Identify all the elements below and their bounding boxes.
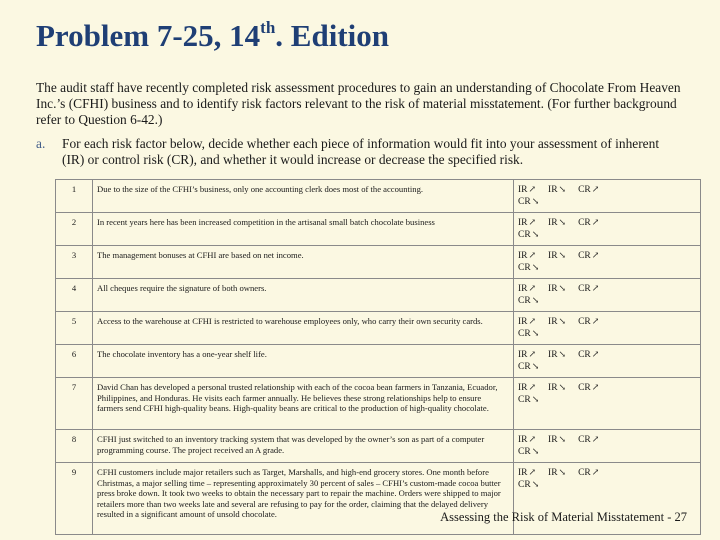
ir-increase-option[interactable]: [518, 184, 536, 196]
row-number: 5: [56, 312, 93, 345]
risk-factor-table: [55, 179, 701, 535]
option-label: IR: [548, 218, 558, 228]
cr-decrease-option[interactable]: [518, 295, 539, 307]
row-number: 2: [56, 213, 93, 246]
ir-increase-option[interactable]: [518, 217, 536, 229]
option-label: CR: [518, 197, 531, 207]
ir-decrease-option[interactable]: [548, 217, 566, 229]
arrow-up-icon: ↗: [591, 349, 600, 359]
arrow-up-icon: ↗: [528, 283, 537, 293]
ir-decrease-option[interactable]: [548, 283, 566, 295]
table-row: [56, 345, 701, 378]
cr-decrease-option[interactable]: [518, 196, 539, 208]
arrow-down-icon: ↘: [531, 262, 540, 272]
option-label: CR: [518, 447, 531, 457]
row-number: 1: [56, 180, 93, 213]
arrow-up-icon: ↗: [591, 184, 600, 194]
option-label: IR: [548, 317, 558, 327]
ir-decrease-option[interactable]: [548, 250, 566, 262]
row-number: 6: [56, 345, 93, 378]
slide-footer: Assessing the Risk of Material Misstatement - 27: [440, 510, 687, 524]
risk-choices: [514, 279, 701, 312]
arrow-up-icon: ↗: [591, 316, 600, 326]
arrow-down-icon: ↘: [558, 434, 567, 444]
option-label: CR: [518, 296, 531, 306]
arrow-down-icon: ↘: [558, 467, 567, 477]
arrow-down-icon: ↘: [531, 196, 540, 206]
risk-factor-text: All cheques require the signature of both owners.: [93, 279, 514, 312]
row-number: 7: [56, 378, 93, 430]
option-label: IR: [518, 218, 528, 228]
risk-factor-text: In recent years here has been increased competition in the artisanal small batch chocolate business: [93, 213, 514, 246]
arrow-down-icon: ↘: [531, 295, 540, 305]
ir-decrease-option[interactable]: [548, 382, 566, 394]
risk-choices: [514, 246, 701, 279]
option-label: CR: [578, 350, 591, 360]
arrow-up-icon: ↗: [591, 434, 600, 444]
option-label: IR: [518, 468, 528, 478]
intro-paragraph: The audit staff have recently completed risk assessment procedures to gain an understanding of Chocolate From Heaven Inc.’s (CFHI) business and to identify risk factors relevant to the risk of material misstatement. (For further background refer to Question 6-42.): [36, 80, 681, 127]
option-label: CR: [518, 230, 531, 240]
cr-increase-option[interactable]: [578, 467, 599, 479]
table-row: [56, 246, 701, 279]
arrow-up-icon: ↗: [591, 217, 600, 227]
arrow-down-icon: ↘: [531, 394, 540, 404]
option-label: IR: [518, 350, 528, 360]
option-label: CR: [518, 395, 531, 405]
arrow-up-icon: ↗: [591, 467, 600, 477]
table-row: [56, 180, 701, 213]
ir-increase-option[interactable]: [518, 382, 536, 394]
table-row: [56, 312, 701, 345]
cr-decrease-option[interactable]: [518, 361, 539, 373]
option-label: IR: [548, 185, 558, 195]
arrow-up-icon: ↗: [528, 382, 537, 392]
option-label: IR: [518, 284, 528, 294]
option-label: CR: [578, 317, 591, 327]
arrow-down-icon: ↘: [558, 184, 567, 194]
risk-factor-text: David Chan has developed a personal trusted relationship with each of the cocoa bean farmers in Tanzania, Ecuador, Philippines, and Honduras. He visits each farmer annually. He believes these strong relationships help to ensure farmers send CFHI high-quality beans. High-quality beans are critical to the production of high-quality chocolate.: [93, 378, 514, 430]
option-label: IR: [518, 251, 528, 261]
option-label: IR: [548, 435, 558, 445]
arrow-up-icon: ↗: [528, 184, 537, 194]
ir-increase-option[interactable]: [518, 250, 536, 262]
ir-increase-option[interactable]: [518, 316, 536, 328]
risk-factor-text: Due to the size of the CFHI’s business, only one accounting clerk does most of the accounting.: [93, 180, 514, 213]
cr-increase-option[interactable]: [578, 283, 599, 295]
question-letter: a.: [36, 136, 46, 151]
arrow-up-icon: ↗: [528, 316, 537, 326]
arrow-up-icon: ↗: [528, 434, 537, 444]
page-title: Problem 7-25, 14th. Edition: [36, 17, 389, 53]
ir-increase-option[interactable]: [518, 349, 536, 361]
arrow-down-icon: ↘: [531, 328, 540, 338]
table-row: [56, 430, 701, 463]
cr-decrease-option[interactable]: [518, 262, 539, 274]
arrow-down-icon: ↘: [531, 446, 540, 456]
cr-increase-option[interactable]: [578, 382, 599, 394]
ir-increase-option[interactable]: [518, 434, 536, 446]
risk-factor-text: CFHI just switched to an inventory tracking system that was developed by the owner’s son as part of a computer programming course. The project received an A grade.: [93, 430, 514, 463]
row-number: 4: [56, 279, 93, 312]
option-label: CR: [578, 284, 591, 294]
ir-decrease-option[interactable]: [548, 467, 566, 479]
risk-choices: [514, 345, 701, 378]
arrow-down-icon: ↘: [558, 349, 567, 359]
row-number: 9: [56, 463, 93, 535]
option-label: IR: [548, 284, 558, 294]
arrow-down-icon: ↘: [558, 217, 567, 227]
cr-decrease-option[interactable]: [518, 394, 539, 406]
ir-decrease-option[interactable]: [548, 184, 566, 196]
row-number: 3: [56, 246, 93, 279]
risk-choices: [514, 312, 701, 345]
cr-increase-option[interactable]: [578, 217, 599, 229]
arrow-down-icon: ↘: [531, 479, 540, 489]
option-label: CR: [518, 263, 531, 273]
question-text: For each risk factor below, decide whether each piece of information would fit into your assessment of inherent (IR) or control risk (CR), and whether it would increase or decrease the specified risk.: [62, 136, 660, 167]
option-label: CR: [578, 251, 591, 261]
arrow-down-icon: ↘: [558, 382, 567, 392]
option-label: IR: [548, 383, 558, 393]
cr-increase-option[interactable]: [578, 434, 599, 446]
row-number: 8: [56, 430, 93, 463]
cr-increase-option[interactable]: [578, 316, 599, 328]
arrow-down-icon: ↘: [531, 361, 540, 371]
cr-increase-option[interactable]: [578, 349, 599, 361]
ir-decrease-option[interactable]: [548, 316, 566, 328]
option-label: CR: [578, 383, 591, 393]
arrow-up-icon: ↗: [528, 467, 537, 477]
risk-choices: [514, 180, 701, 213]
cr-decrease-option[interactable]: [518, 328, 539, 340]
cr-decrease-option[interactable]: [518, 446, 539, 458]
risk-factor-text: The chocolate inventory has a one-year shelf life.: [93, 345, 514, 378]
risk-factor-text: CFHI customers include major retailers such as Target, Marshalls, and high-end grocery stores. One month before Christmas, a major selling time – representing approximately 30 percent of sales – CFHI’s custom-made cocoa butter press broke down. It took two weeks to obtain the necessary part to repair the machine. Orders were shipped to major retailers more than two weeks late and several are refusing to pay for the order, claiming that the delayed delivery resulted in a significant amount of unsold chocolate.: [93, 463, 514, 535]
option-label: CR: [578, 218, 591, 228]
table-row: [56, 279, 701, 312]
risk-factor-text: The management bonuses at CFHI are based on net income.: [93, 246, 514, 279]
arrow-up-icon: ↗: [528, 217, 537, 227]
option-label: CR: [518, 329, 531, 339]
cr-increase-option[interactable]: [578, 250, 599, 262]
option-label: CR: [578, 435, 591, 445]
option-label: IR: [548, 350, 558, 360]
option-label: IR: [548, 468, 558, 478]
option-label: CR: [518, 362, 531, 372]
risk-choices: [514, 213, 701, 246]
cr-decrease-option[interactable]: [518, 479, 539, 491]
risk-factor-text: Access to the warehouse at CFHI is restricted to warehouse employees only, who carry their own security cards.: [93, 312, 514, 345]
option-label: IR: [518, 435, 528, 445]
cr-decrease-option[interactable]: [518, 229, 539, 241]
arrow-down-icon: ↘: [558, 250, 567, 260]
arrow-up-icon: ↗: [528, 349, 537, 359]
risk-choices: [514, 430, 701, 463]
ir-decrease-option[interactable]: [548, 349, 566, 361]
ir-increase-option[interactable]: [518, 467, 536, 479]
arrow-down-icon: ↘: [531, 229, 540, 239]
arrow-up-icon: ↗: [528, 250, 537, 260]
option-label: CR: [578, 185, 591, 195]
arrow-up-icon: ↗: [591, 250, 600, 260]
arrow-up-icon: ↗: [591, 283, 600, 293]
option-label: CR: [578, 468, 591, 478]
ir-decrease-option[interactable]: [548, 434, 566, 446]
option-label: IR: [518, 317, 528, 327]
table-row: [56, 378, 701, 430]
table-row: [56, 213, 701, 246]
option-label: CR: [518, 480, 531, 490]
arrow-up-icon: ↗: [591, 382, 600, 392]
option-label: IR: [518, 383, 528, 393]
arrow-down-icon: ↘: [558, 316, 567, 326]
option-label: IR: [548, 251, 558, 261]
arrow-down-icon: ↘: [558, 283, 567, 293]
risk-choices: [514, 378, 701, 430]
cr-increase-option[interactable]: [578, 184, 599, 196]
option-label: IR: [518, 185, 528, 195]
ir-increase-option[interactable]: [518, 283, 536, 295]
